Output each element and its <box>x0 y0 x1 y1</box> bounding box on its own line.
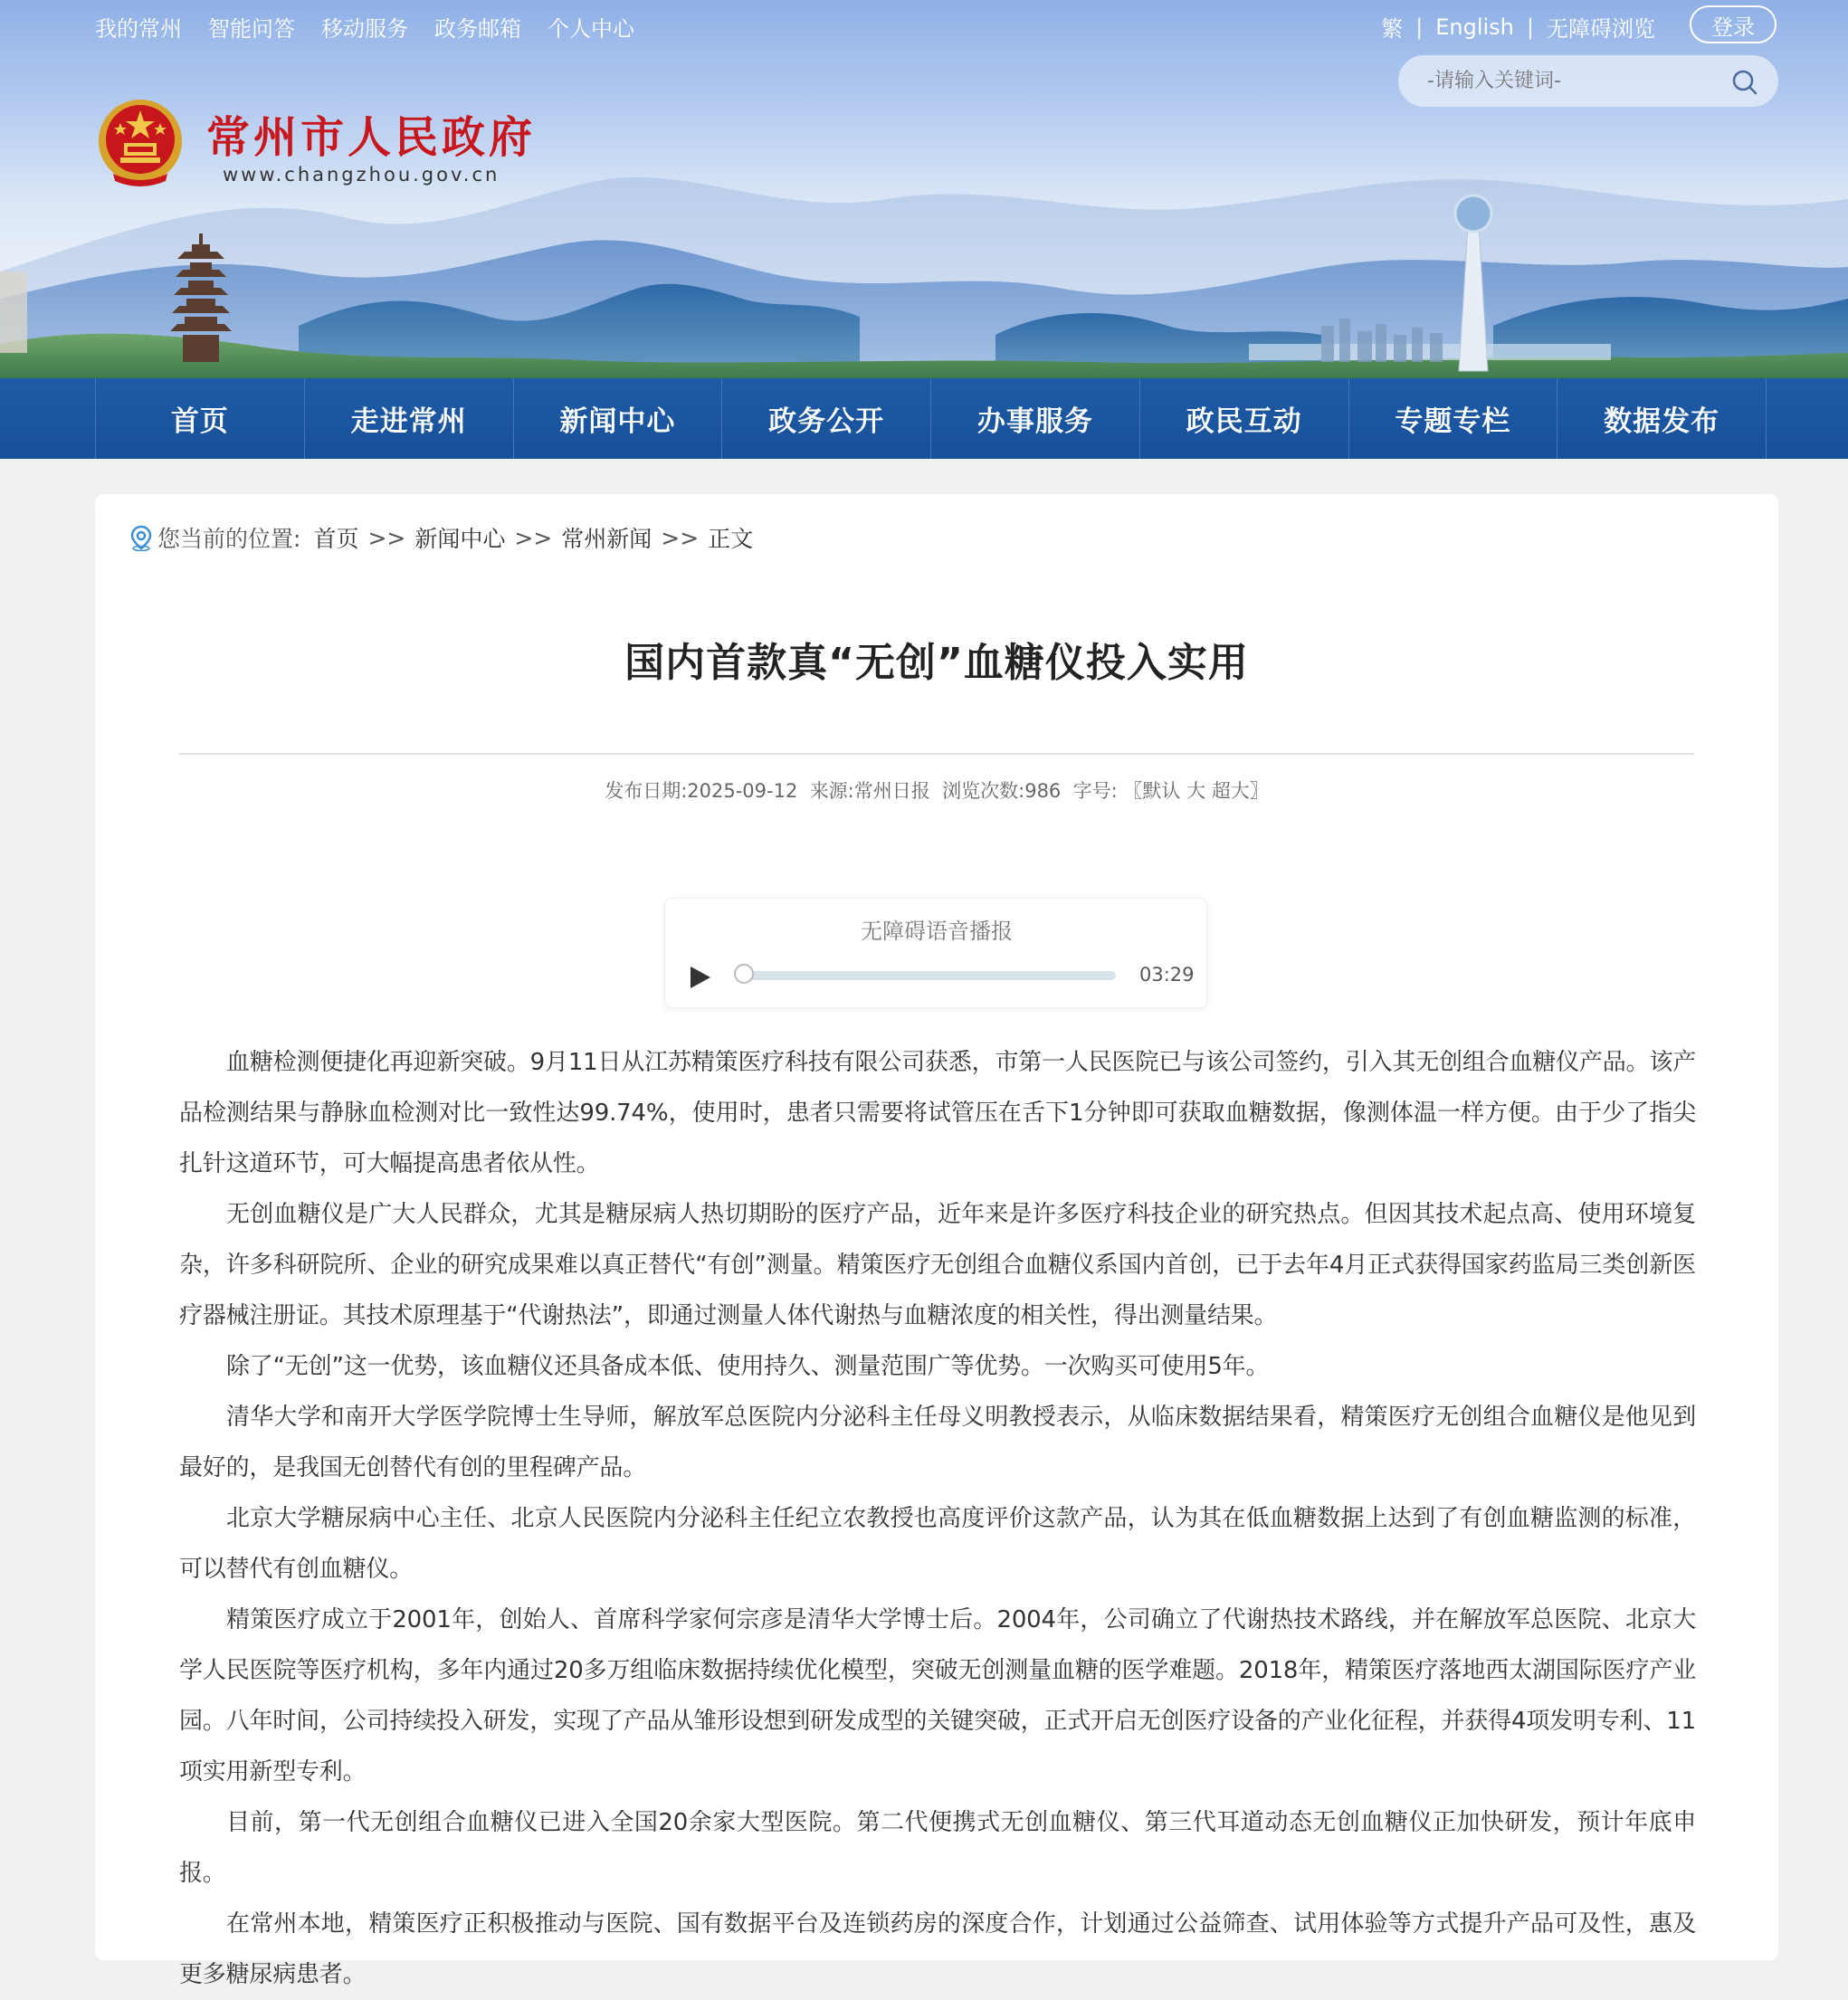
article-paragraph: 血糖检测便捷化再迎新突破。9月11日从江苏精策医疗科技有限公司获悉，市第一人民医院已与该公司签约，引入其无创组合血糖仪产品。该产品检测结果与静脉血检测对比一致性达99.74%，使用时，患者只需要将试管压在舌下1分钟即可获取血糖数据，像测体温一样方便。由于少了指尖扎针这道环节，可大幅提高患者依从性。 <box>179 1049 1696 1177</box>
article-title: 国内首款真“无创”血糖仪投入实用 <box>624 640 1249 686</box>
traditional-chinese-link[interactable]: 繁 <box>1381 16 1404 42</box>
article-meta <box>95 776 1778 804</box>
top-link-my-changzhou[interactable]: 我的常州 <box>95 16 182 42</box>
article-paragraph: 在常州本地，精策医疗正积极推动与医院、国有数据平台及连锁药房的深度合作，计划通过公益筛查、试用体验等方式提升产品可及性，惠及更多糖尿病患者。 <box>179 1910 1696 1988</box>
view-count: 986 <box>1024 780 1062 802</box>
font-large-button[interactable]: 大 <box>1186 780 1206 802</box>
nav-news-center[interactable]: 新闻中心 <box>514 378 723 459</box>
english-link[interactable]: English <box>1435 14 1514 40</box>
search-box <box>1398 55 1778 107</box>
font-default-button[interactable]: 默认 <box>1142 780 1181 802</box>
top-link-gov-mail[interactable]: 政务邮箱 <box>434 16 521 42</box>
bracket-open: 〖 <box>1123 780 1143 802</box>
audio-player <box>664 898 1207 1008</box>
nav-about-changzhou[interactable]: 走进常州 <box>305 378 514 459</box>
play-icon[interactable] <box>687 964 712 991</box>
views-label: 浏览次数: <box>942 780 1025 802</box>
article-card <box>95 494 1778 1988</box>
breadcrumb-separator: >> <box>514 524 553 551</box>
top-link-mobile-service[interactable]: 移动服务 <box>321 16 408 42</box>
top-link-personal-center[interactable]: 个人中心 <box>548 16 634 42</box>
location-pin-icon <box>129 524 154 551</box>
top-link-smart-qa[interactable]: 智能问答 <box>208 16 295 42</box>
breadcrumb-home[interactable]: 首页 <box>313 526 359 552</box>
separator: | <box>1526 14 1534 40</box>
audio-title: 无障碍语音播报 <box>861 919 1013 944</box>
breadcrumb-label: 您当前的位置: <box>157 526 301 552</box>
login-button[interactable]: 登录 <box>1690 5 1777 43</box>
nav-data-release[interactable]: 数据发布 <box>1557 378 1767 459</box>
nav-special-topics[interactable]: 专题专栏 <box>1349 378 1558 459</box>
breadcrumb-news-center[interactable]: 新闻中心 <box>414 526 506 552</box>
date-label: 发布日期: <box>605 780 688 802</box>
article-paragraph: 除了“无创”这一优势，该血糖仪还具备成本低、使用持久、测量范围广等优势。一次购买可使用5年。 <box>226 1353 1270 1380</box>
site-title[interactable]: 常州市人民政府 <box>206 112 537 163</box>
search-input[interactable] <box>1425 69 1728 93</box>
main-nav <box>0 378 1848 459</box>
breadcrumb-current: 正文 <box>708 526 754 552</box>
utility-links <box>1381 11 1655 43</box>
accessible-browse-link[interactable]: 无障碍浏览 <box>1547 16 1655 42</box>
header-banner <box>0 0 1848 378</box>
article-paragraph: 北京大学糖尿病中心主任、北京人民医院内分泌科主任纪立农教授也高度评价这款产品，认为其在低血糖数据上达到了有创血糖监测的标准，可以替代有创血糖仪。 <box>179 1505 1696 1583</box>
separator: | <box>1415 14 1424 40</box>
article-paragraph: 目前，第一代无创组合血糖仪已进入全国20余家大型医院。第二代便携式无创血糖仪、第三代耳道动态无创血糖仪正加快研发，预计年底申报。 <box>179 1809 1696 1887</box>
top-links <box>95 11 634 43</box>
audio-progress-handle[interactable] <box>734 964 754 984</box>
article-source: 常州日报 <box>853 780 930 802</box>
site-url: www.changzhou.gov.cn <box>223 164 500 186</box>
breadcrumb-changzhou-news[interactable]: 常州新闻 <box>561 526 653 552</box>
font-xlarge-button[interactable]: 超大 <box>1211 780 1250 802</box>
nav-home[interactable]: 首页 <box>96 378 305 459</box>
audio-duration: 03:29 <box>1139 964 1195 986</box>
nav-gov-affairs[interactable]: 政务公开 <box>722 378 931 459</box>
breadcrumb <box>129 521 753 554</box>
font-size-label: 字号: <box>1072 780 1118 802</box>
article-body <box>179 1037 1696 2000</box>
nav-interaction[interactable]: 政民互动 <box>1140 378 1349 459</box>
article-paragraph: 清华大学和南开大学医学院博士生导师，解放军总医院内分泌科主任母义明教授表示，从临床数据结果看，精策医疗无创组合血糖仪是他见到最好的，是我国无创替代有创的里程碑产品。 <box>179 1404 1696 1481</box>
publish-date: 2025-09-12 <box>687 780 798 802</box>
search-icon[interactable] <box>1731 69 1758 96</box>
national-emblem-icon <box>95 96 186 190</box>
bracket-close: 〗 <box>1249 780 1269 802</box>
source-label: 来源: <box>809 780 854 802</box>
audio-progress-track[interactable] <box>738 971 1116 980</box>
title-divider <box>179 753 1694 755</box>
article-paragraph: 精策医疗成立于2001年，创始人、首席科学家何宗彦是清华大学博士后。2004年，公司确立了代谢热技术路线，并在解放军总医院、北京大学人民医院等医疗机构，多年内通过20多万组临床数据持续优化模型，突破无创测量血糖的医学难题。2018年，精策医疗落地西太湖国际医疗产业园。八年时间，公司持续投入研发，实现了产品从雏形设想到研发成型的关键突破，正式开启无创医疗设备的产业化征程，并获得4项发明专利、11项实用新型专利。 <box>179 1606 1696 1786</box>
article-paragraph: 无创血糖仪是广大人民群众，尤其是糖尿病人热切期盼的医疗产品，近年来是许多医疗科技企业的研究热点。但因其技术起点高、使用环境复杂，许多科研院所、企业的研究成果难以真正替代“有创”测量。精策医疗无创组合血糖仪系国内首创，已于去年4月正式获得国家药监局三类创新医疗器械注册证。其技术原理基于“代谢热法”，即通过测量人体代谢热与血糖浓度的相关性，得出测量结果。 <box>179 1201 1696 1329</box>
breadcrumb-separator: >> <box>367 524 406 551</box>
nav-services[interactable]: 办事服务 <box>931 378 1140 459</box>
breadcrumb-separator: >> <box>661 524 700 551</box>
